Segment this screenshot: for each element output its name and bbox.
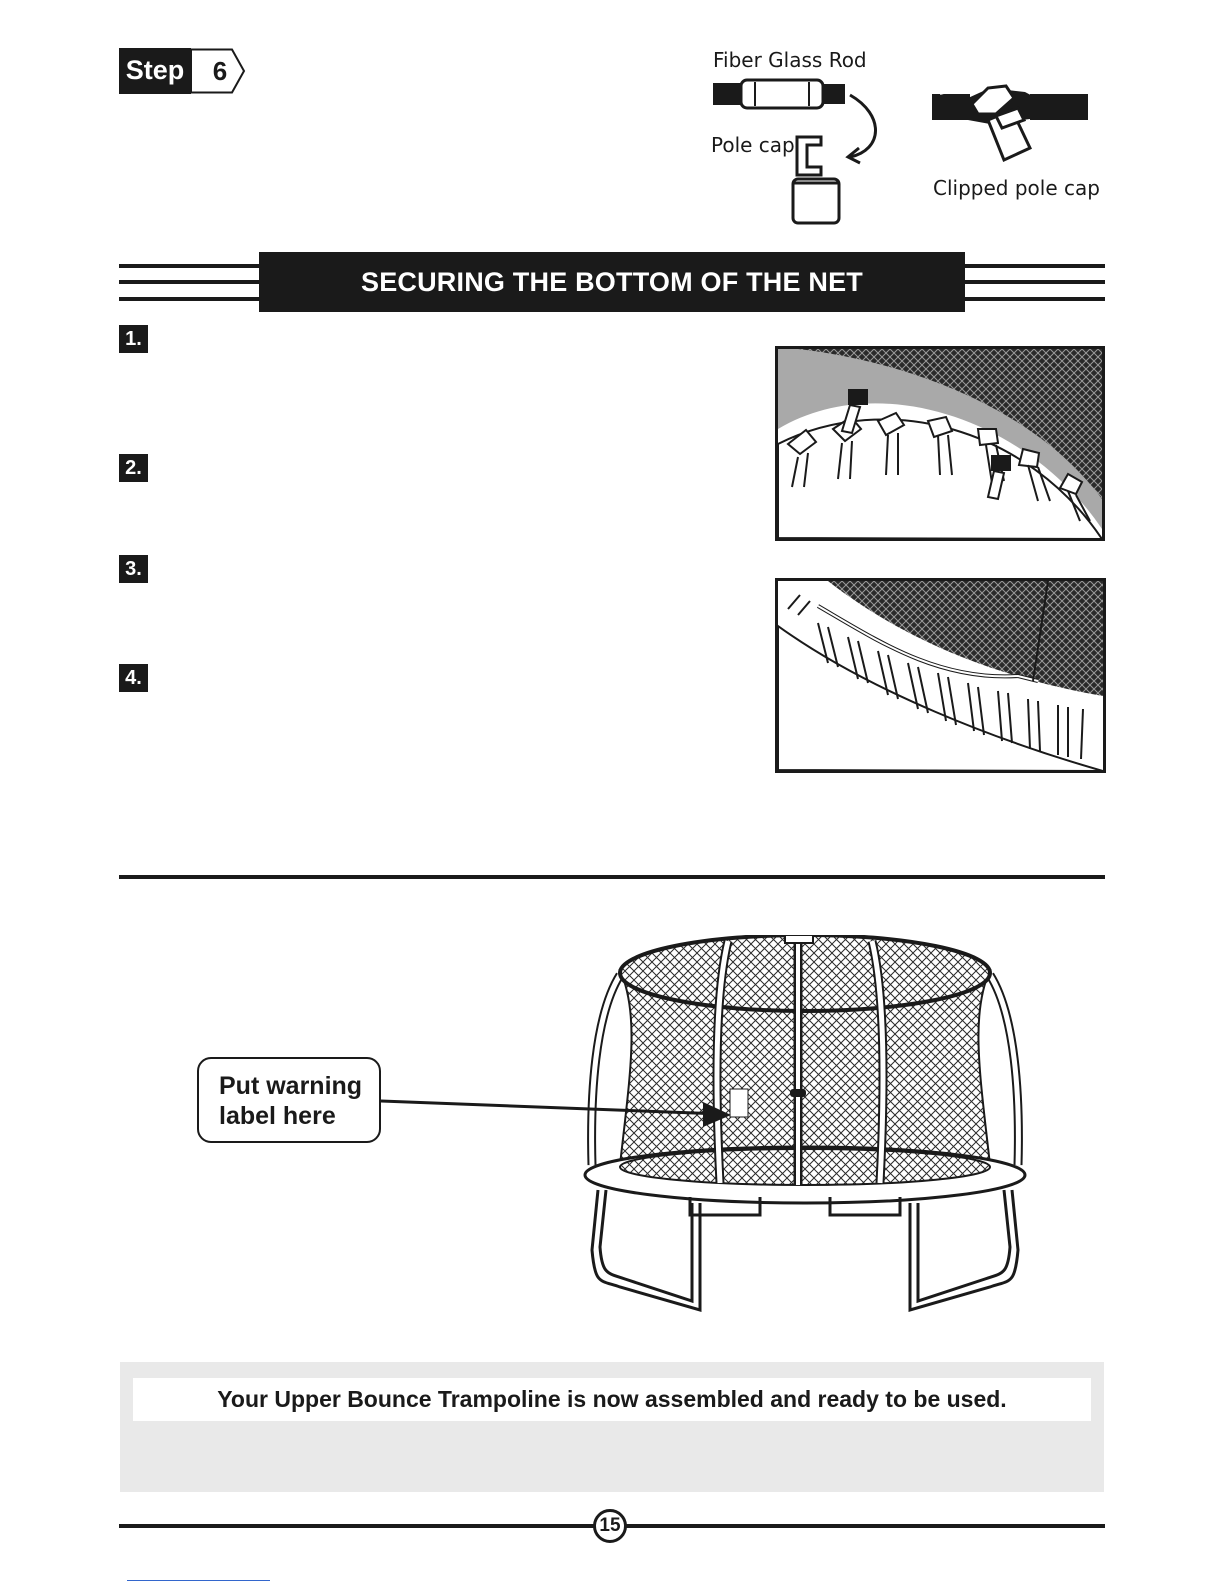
callout-line-1: Put warning	[219, 1072, 363, 1100]
step-marker-2: 2.	[119, 454, 148, 482]
header-stripe	[119, 280, 259, 284]
header-stripe	[965, 264, 1105, 268]
header-stripe	[965, 297, 1105, 301]
footer-link-underline	[127, 1580, 270, 1581]
step-label: Step	[119, 48, 191, 94]
section-divider	[119, 875, 1105, 879]
fiber-glass-rod-label: Fiber Glass Rod	[713, 48, 867, 72]
clipped-pole-cap-label: Clipped pole cap	[933, 176, 1100, 200]
header-stripe	[119, 264, 259, 268]
step-number-box	[191, 48, 247, 94]
step-marker-4: 4.	[119, 664, 148, 692]
net-clip-illustration	[778, 349, 1102, 538]
step-badge	[119, 48, 247, 94]
step-number: 6	[212, 56, 228, 86]
pole-cap-label: Pole cap	[711, 133, 795, 157]
header-stripe	[119, 297, 259, 301]
rope-lacing-illustration	[778, 581, 1103, 770]
clipped-pole-cap-illustration	[930, 80, 1090, 175]
header-stripe	[965, 280, 1105, 284]
section-title: SECURING THE BOTTOM OF THE NET	[259, 252, 965, 312]
callout-line-2: label here	[219, 1102, 336, 1130]
rope-lacing-photo	[775, 578, 1106, 773]
page-number: 15	[593, 1509, 627, 1543]
step-marker-1: 1.	[119, 325, 148, 353]
callout-arrow	[381, 1090, 741, 1130]
net-clip-photo	[775, 346, 1105, 541]
completion-message: Your Upper Bounce Trampoline is now assembled and ready to be used.	[133, 1378, 1091, 1421]
step-marker-3: 3.	[119, 555, 148, 583]
trampoline-illustration	[580, 935, 1030, 1340]
warning-label-callout	[197, 1057, 381, 1143]
rod-and-cap-illustration	[705, 75, 895, 230]
